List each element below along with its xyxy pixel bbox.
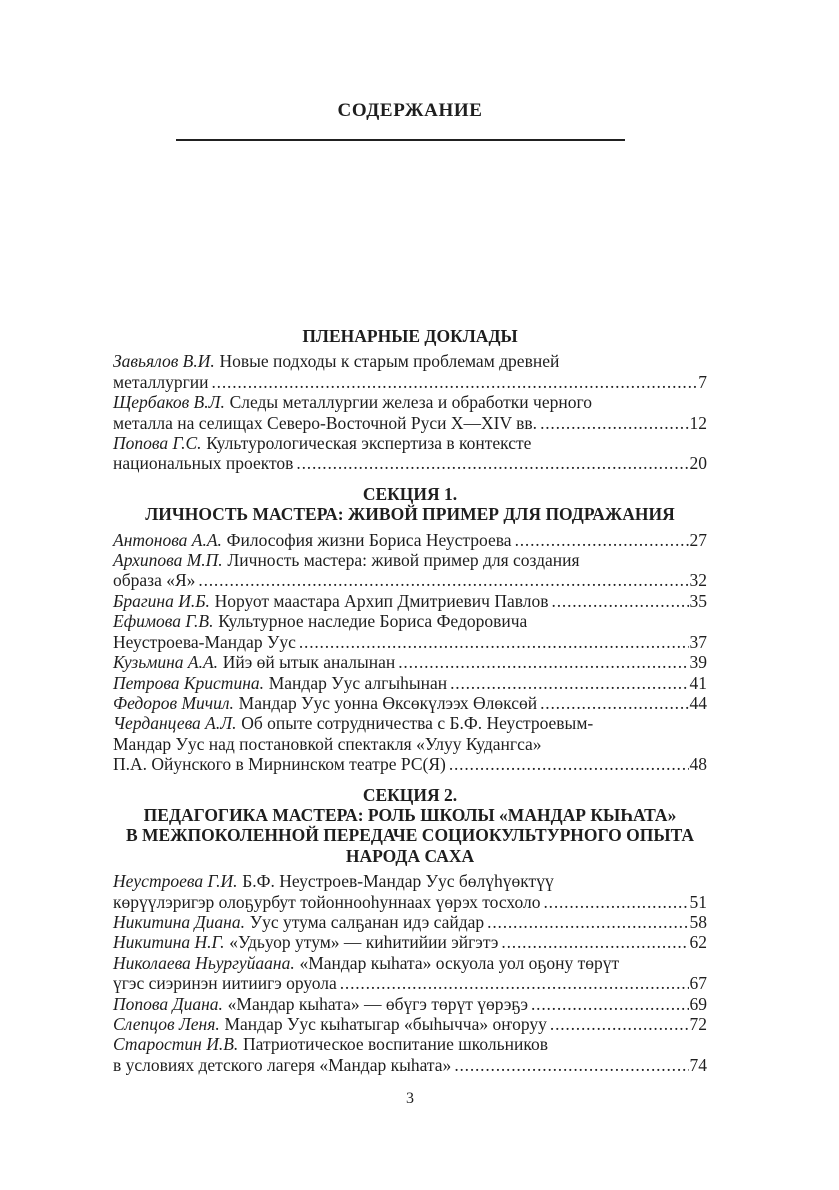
entry-page-number: 12 — [689, 412, 707, 433]
dot-leader — [531, 994, 689, 1014]
entry-line — [113, 392, 707, 412]
entry-line — [113, 550, 707, 570]
entry-title-text: Мандар Уус уонна Өксөкүлээх Өлөксөй — [238, 692, 538, 713]
dot-leader — [552, 591, 689, 611]
toc-entry — [113, 530, 707, 550]
entry-title-text: Б.Ф. Неустроев-Мандар Уус бөлүһүөктүү — [242, 871, 554, 892]
entry-text — [113, 932, 498, 952]
toc-entry — [113, 591, 707, 611]
entry-page-number: 62 — [689, 932, 707, 953]
dot-leader — [299, 632, 689, 652]
entry-line-dotted — [113, 591, 707, 611]
dot-leader — [540, 693, 688, 713]
section-heading — [113, 785, 707, 867]
section-heading — [113, 484, 707, 525]
entry-text — [113, 953, 619, 973]
entry-author: Завьялов В.И. — [113, 351, 215, 372]
toc-entry — [113, 953, 707, 994]
entry-text — [113, 591, 549, 611]
entry-author: Федоров Мичил. — [113, 692, 234, 713]
entry-line-dotted — [113, 413, 707, 433]
entry-title-text: Мандар Уус алгыһынан — [268, 672, 448, 693]
entry-line-dotted — [113, 693, 707, 713]
entry-text — [113, 754, 446, 774]
entry-author: Архипова М.П. — [113, 550, 223, 571]
entry-text — [113, 973, 337, 993]
entry-line — [113, 871, 707, 891]
entry-page-number: 39 — [689, 652, 707, 673]
section-heading-line: В МЕЖПОКОЛЕННОЙ ПЕРЕДАЧЕ СОЦИОКУЛЬТУРНОГО ОПЫТА — [125, 825, 695, 846]
entry-text — [113, 453, 293, 473]
entry-text — [113, 372, 209, 392]
section-heading-line: НАРОДА САХА — [345, 845, 475, 866]
toc-entry — [113, 871, 707, 912]
entry-line-dotted — [113, 652, 707, 672]
dot-leader — [340, 973, 689, 993]
title-rule — [176, 139, 625, 141]
toc-entry — [113, 673, 707, 693]
table-of-contents — [113, 326, 707, 1075]
entry-text — [113, 713, 593, 733]
entry-text — [113, 1034, 548, 1054]
entry-title-text: «Мандар кыһата» — өбүгэ төрүт үөрэҕэ — [227, 993, 528, 1014]
entry-page-number: 7 — [698, 371, 707, 392]
entry-page-number: 74 — [689, 1054, 707, 1075]
dot-leader — [540, 413, 688, 433]
entry-title-text: «Удьуор утум» — киһитийии эйгэтэ — [229, 932, 499, 953]
entry-author: Попова Диана. — [113, 993, 223, 1014]
entry-line — [113, 433, 707, 453]
entry-page-number: 32 — [689, 570, 707, 591]
toc-entry — [113, 994, 707, 1014]
entry-page-number: 35 — [689, 590, 707, 611]
entry-line — [113, 351, 707, 371]
entry-line-dotted — [113, 453, 707, 473]
dot-leader — [212, 372, 698, 392]
entry-title-text: Патриотическое воспитание школьников — [243, 1034, 548, 1055]
entry-title-text: Новые подходы к старым проблемам древней — [219, 351, 560, 372]
contents-title: СОДЕРЖАНИЕ — [337, 100, 483, 121]
entry-author: Черданцева А.Л. — [113, 713, 237, 734]
toc-section — [113, 484, 707, 775]
entry-line-dotted — [113, 1014, 707, 1034]
entry-text — [113, 550, 580, 570]
entry-author: Николаева Ньургуйаана. — [113, 952, 295, 973]
toc-section — [113, 785, 707, 1076]
entry-line-dotted — [113, 892, 707, 912]
section-heading-line: СЕКЦИЯ 2. — [362, 784, 458, 805]
entry-page-number: 69 — [689, 993, 707, 1014]
entry-line — [113, 611, 707, 631]
entry-text — [113, 892, 540, 912]
toc-entry — [113, 693, 707, 713]
entry-text — [113, 433, 531, 453]
entry-text — [113, 994, 528, 1014]
entry-title-text: Об опыте сотрудничества с Б.Ф. Неустроевым- — [241, 713, 594, 734]
entry-author: Брагина И.Б. — [113, 590, 210, 611]
entry-page-number: 72 — [689, 1014, 707, 1034]
entry-text — [113, 734, 542, 754]
entry-author: Старостин И.В. — [113, 1034, 239, 1055]
entry-line-dotted — [113, 994, 707, 1014]
entry-text — [113, 413, 537, 433]
entry-line-dotted — [113, 372, 707, 392]
dot-leader — [398, 652, 688, 672]
entry-title-text: металлургии — [113, 371, 209, 392]
entry-line-dotted — [113, 632, 707, 652]
entry-text — [113, 632, 296, 652]
entry-title-text: «Мандар кыһата» оскуола уол оҕону төрүт — [299, 952, 620, 973]
entry-text — [113, 351, 559, 371]
entry-author: Никитина Диана. — [113, 911, 245, 932]
entry-line-dotted — [113, 754, 707, 774]
entry-page-number: 58 — [689, 911, 707, 932]
entry-page-number: 41 — [689, 672, 707, 693]
dot-leader — [550, 1014, 689, 1034]
entry-title-text: в условиях детского лагеря «Мандар кыһата» — [113, 1054, 452, 1075]
entry-text — [113, 693, 537, 713]
entry-text — [113, 570, 195, 590]
entry-title-text: Мандар Уус кыһатыгар «быһычча» оҥоруу — [224, 1014, 547, 1034]
page-number-footer: 3 — [406, 1090, 414, 1107]
entry-page-number: 51 — [689, 891, 707, 912]
entry-line-dotted — [113, 1055, 707, 1075]
entry-page-number: 67 — [689, 973, 707, 994]
entry-title-text: Мандар Уус над постановкой спектакля «Улуу Кудангса» — [113, 733, 542, 754]
entry-title-text: Личность мастера: живой пример для создания — [227, 550, 580, 571]
dot-leader — [501, 932, 688, 952]
entry-author: Антонова А.А. — [113, 529, 222, 550]
section-heading — [113, 326, 707, 346]
entry-text — [113, 1014, 547, 1034]
entry-page-number: 48 — [689, 754, 707, 775]
entry-page-number: 37 — [689, 631, 707, 652]
entry-page-number: 44 — [689, 692, 707, 713]
toc-entry — [113, 611, 707, 652]
entry-line — [113, 734, 707, 754]
toc-entry — [113, 433, 707, 474]
entry-line-dotted — [113, 570, 707, 590]
entry-line — [113, 953, 707, 973]
entry-author: Щербаков В.Л. — [113, 392, 225, 413]
entry-author: Никитина Н.Г. — [113, 932, 225, 953]
dot-leader — [487, 912, 688, 932]
entry-author: Слепцов Леня. — [113, 1014, 220, 1034]
entry-line-dotted — [113, 973, 707, 993]
toc-entry — [113, 351, 707, 392]
toc-section — [113, 326, 707, 474]
entry-line — [113, 713, 707, 733]
entry-page-number: 27 — [689, 529, 707, 550]
entry-text — [113, 912, 484, 932]
entry-author: Кузьмина А.А. — [113, 652, 219, 673]
section-heading-line: ПЛЕНАРНЫЕ ДОКЛАДЫ — [302, 326, 518, 346]
entry-title-text: Уус утума салҕанан идэ сайдар — [249, 911, 485, 932]
entry-title-text: көрүүлэригэр олоҕурбут тойоннооһуннаах үөрэх тосхоло — [113, 891, 541, 912]
entry-line-dotted — [113, 530, 707, 550]
entry-title-text: Культурное наследие Бориса Федоровича — [218, 611, 528, 632]
dot-leader — [515, 530, 689, 550]
entry-title-text: национальных проектов — [113, 453, 294, 474]
toc-entry — [113, 1014, 707, 1034]
section-heading-line: ЛИЧНОСТЬ МАСТЕРА: ЖИВОЙ ПРИМЕР ДЛЯ ПОДРАЖАНИЯ — [145, 504, 675, 525]
entry-page-number: 20 — [689, 453, 707, 474]
entry-text — [113, 530, 512, 550]
entry-title-text: Следы металлургии железа и обработки черного — [229, 392, 592, 413]
entry-text — [113, 673, 447, 693]
dot-leader — [454, 1055, 688, 1075]
toc-entry — [113, 392, 707, 433]
section-heading-line: СЕКЦИЯ 1. — [362, 483, 458, 504]
dot-leader — [296, 453, 688, 473]
entry-author: Попова Г.С. — [113, 433, 202, 454]
dot-leader — [450, 673, 688, 693]
toc-entry — [113, 713, 707, 774]
entry-line — [113, 1034, 707, 1054]
dot-leader — [449, 754, 689, 774]
entry-line-dotted — [113, 912, 707, 932]
entry-title-text: П.А. Ойунского в Мирнинском театре РС(Я) — [113, 754, 446, 775]
toc-entry — [113, 652, 707, 672]
entry-title-text: Неустроева-Мандар Уус — [113, 631, 296, 652]
entry-title-text: металла на селищах Северо-Восточной Руси X—XIV вв. — [113, 412, 538, 433]
entry-author: Ефимова Г.В. — [113, 611, 214, 632]
entry-line-dotted — [113, 673, 707, 693]
toc-entry — [113, 932, 707, 952]
entry-title-text: үгэс сиэринэн иитиигэ оруола — [113, 973, 337, 994]
entry-title-text: Культурологическая экспертиза в контексте — [206, 433, 532, 454]
entry-text — [113, 871, 554, 891]
entry-title-text: Ийэ өй ытык аналынан — [222, 652, 396, 673]
entry-author: Петрова Кристина. — [113, 672, 264, 693]
toc-entry — [113, 912, 707, 932]
section-heading-line: ПЕДАГОГИКА МАСТЕРА: РОЛЬ ШКОЛЫ «МАНДАР КЫҺАТА» — [143, 804, 677, 825]
entry-author: Неустроева Г.И. — [113, 871, 238, 892]
entry-title-text: Норуот маастара Архип Дмитриевич Павлов — [214, 590, 549, 611]
toc-entry — [113, 550, 707, 591]
dot-leader — [543, 892, 688, 912]
entry-text — [113, 611, 527, 631]
entry-title-text: образа «Я» — [113, 570, 196, 591]
entry-text — [113, 392, 592, 412]
toc-entry — [113, 1034, 707, 1075]
entry-title-text: Философия жизни Бориса Неустроева — [226, 529, 512, 550]
entry-text — [113, 1055, 451, 1075]
entry-line-dotted — [113, 932, 707, 952]
dot-leader — [198, 570, 688, 590]
entry-text — [113, 652, 395, 672]
